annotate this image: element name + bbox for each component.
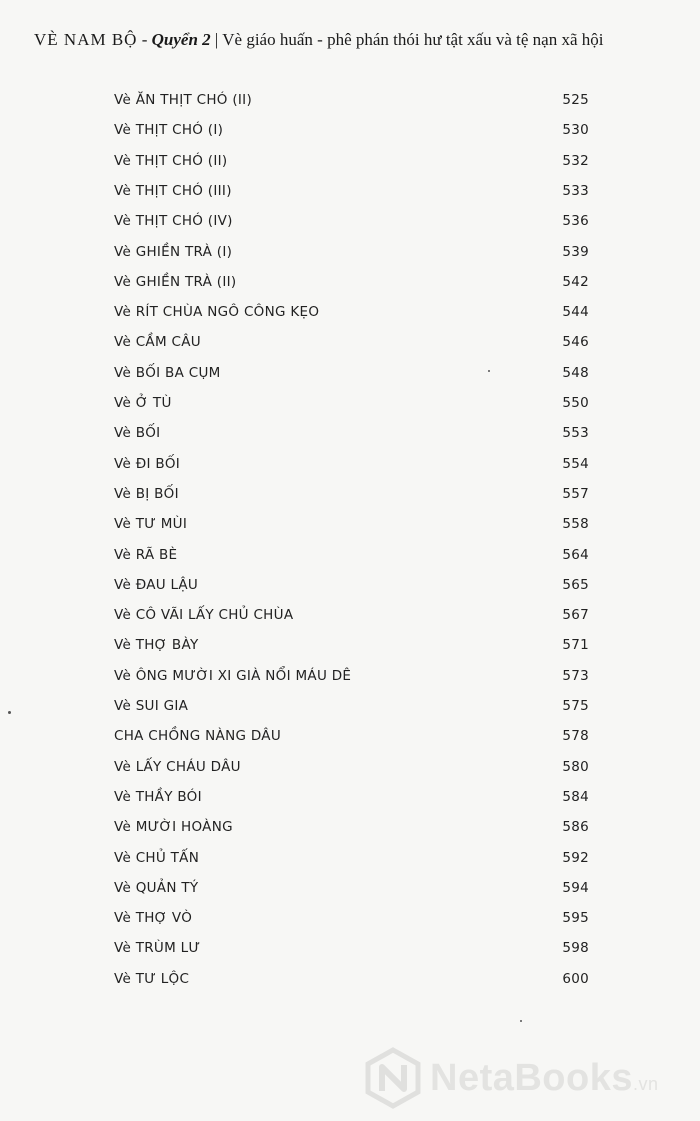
- toc-entry: [114, 756, 589, 778]
- toc-entry-text: MƯỜI HOÀNG: [135, 819, 233, 836]
- toc-entry-page: 571: [562, 637, 589, 654]
- toc-entry-text: ĐI BỐI: [135, 455, 181, 472]
- toc-entry-text: GHIỀN TRÀ (I): [135, 243, 233, 260]
- toc-entry: [114, 816, 589, 838]
- toc-entry: [114, 786, 589, 808]
- toc-entry-text: THỊT CHÓ (IV): [135, 213, 233, 230]
- toc-entry-page: 546: [562, 334, 589, 351]
- toc-entry-title: [114, 486, 179, 502]
- toc-entry-prefix: Vè: [114, 970, 132, 987]
- toc-entry: [114, 513, 589, 535]
- toc-entry-prefix: Vè: [114, 304, 132, 321]
- toc-entry: [114, 453, 589, 475]
- toc-entry-prefix: Vè: [114, 92, 132, 108]
- toc-entry: [114, 392, 589, 414]
- toc-entry-title: [114, 759, 241, 775]
- toc-entry: [114, 241, 589, 263]
- toc-entry-prefix: Vè: [114, 788, 132, 805]
- toc-entry-page: 600: [562, 970, 589, 987]
- toc-entry-prefix: Vè: [114, 273, 132, 290]
- toc-entry-text: GHIỀN TRÀ (II): [135, 273, 237, 290]
- toc-entry-page: 548: [562, 364, 589, 381]
- toc-entry-text: CÔ VÃI LẤY CHỦ CHÙA: [135, 607, 294, 624]
- toc-entry-title: [114, 819, 233, 835]
- toc-entry-text: TRÙM LƯ: [135, 940, 201, 957]
- toc-entry-title: [114, 153, 228, 169]
- toc-entry-text: THỊT CHÓ (I): [135, 122, 224, 139]
- toc-entry: [114, 937, 589, 959]
- toc-entry-text: CHA CHỒNG NÀNG DÂU: [114, 728, 282, 745]
- toc-entry-title: [114, 395, 172, 411]
- toc-entry: [114, 574, 589, 596]
- toc-entry-page: 564: [562, 546, 589, 563]
- toc-entry: [114, 847, 589, 869]
- toc-entry: [114, 271, 589, 293]
- toc-entry: [114, 665, 589, 687]
- toc-entry-page: 584: [562, 788, 589, 805]
- toc-entry: [114, 604, 589, 626]
- toc-entry-text: QUẢN TÝ: [135, 879, 199, 896]
- toc-entry-prefix: Vè: [114, 910, 132, 927]
- toc-entry-title: [114, 122, 223, 138]
- toc-entry-text: Ở TÙ: [135, 395, 172, 411]
- toc-entry-text: ĂN THỊT CHÓ (II): [135, 92, 253, 108]
- toc-entry-title: [114, 516, 187, 532]
- toc-entry-text: ÔNG MƯỜI XI GIÀ NỔI MÁU DÊ: [135, 667, 352, 684]
- toc-entry-prefix: Vè: [114, 364, 132, 381]
- toc-entry: [114, 725, 589, 747]
- toc-entry-page: 536: [562, 213, 589, 230]
- toc-entry-text: THẦY BÓI: [135, 788, 202, 805]
- toc-entry-title: [114, 698, 188, 714]
- toc-entry-page: 530: [562, 122, 589, 139]
- toc-entry: [114, 210, 589, 232]
- paper-speck: [488, 370, 490, 372]
- toc-entry: [114, 362, 589, 384]
- toc-entry-page: 557: [562, 485, 589, 502]
- toc-entry-page: 594: [562, 879, 589, 896]
- toc-entry-page: 558: [562, 516, 589, 533]
- toc-entry: [114, 422, 589, 444]
- toc-entry-title: [114, 244, 232, 260]
- toc-entry-prefix: Vè: [114, 849, 132, 866]
- toc-entry-page: 565: [562, 576, 589, 593]
- toc-entry-page: 592: [562, 849, 589, 866]
- toc-entry: [114, 301, 589, 323]
- toc-entry-title: [114, 547, 177, 563]
- toc-entry-text: LẤY CHÁU DÂU: [135, 758, 241, 775]
- toc-entry: [114, 331, 589, 353]
- toc-entry-prefix: Vè: [114, 213, 132, 230]
- toc-entry-prefix: Vè: [114, 455, 132, 472]
- toc-entry-prefix: Vè: [114, 425, 132, 442]
- toc-entry-prefix: Vè: [114, 940, 132, 957]
- toc-entry-prefix: Vè: [114, 698, 132, 714]
- toc-entry-page: 554: [562, 455, 589, 472]
- toc-entry-page: 525: [562, 92, 589, 108]
- toc-entry-text: TƯ MÙI: [135, 516, 188, 533]
- toc-entry-text: BỐI BA CỤM: [135, 364, 221, 381]
- toc-entry-prefix: Vè: [114, 516, 132, 533]
- toc-entry-prefix: Vè: [114, 576, 132, 593]
- watermark-text: NetaBooks.vn: [430, 1056, 659, 1099]
- toc-entry: [114, 483, 589, 505]
- toc-entry-prefix: Vè: [114, 607, 132, 624]
- toc-entry-page: 573: [562, 667, 589, 684]
- toc-entry: [114, 968, 589, 990]
- toc-entry-prefix: Vè: [114, 122, 132, 139]
- toc-entry-title: [114, 456, 180, 472]
- toc-entry-page: 575: [562, 698, 589, 714]
- toc-entry-title: [114, 940, 200, 956]
- toc-entry-title: [114, 425, 160, 441]
- toc-entry-text: RÍT CHÙA NGÔ CÔNG KẸO: [135, 304, 320, 321]
- toc-entry: [114, 695, 589, 717]
- toc-entry: [114, 907, 589, 929]
- toc-entry-text: RÃ BÈ: [135, 546, 178, 563]
- toc-entry: [114, 877, 589, 899]
- toc-entry-page: 580: [562, 758, 589, 775]
- toc-entry-prefix: Vè: [114, 879, 132, 896]
- toc-entry-page: 598: [562, 940, 589, 957]
- toc-entry-text: ĐAU LẬU: [135, 576, 199, 593]
- toc-entry-page: 533: [562, 182, 589, 199]
- toc-entry: [114, 150, 589, 172]
- paper-speck: [8, 711, 11, 714]
- toc-entry-page: 532: [562, 152, 589, 169]
- toc-entry-prefix: Vè: [114, 637, 132, 654]
- toc-entry-text: THỢ BÀY: [135, 637, 199, 654]
- toc-entry-text: BỐI: [135, 425, 161, 442]
- toc-entry-title: [114, 577, 198, 593]
- toc-entry-prefix: Vè: [114, 546, 132, 563]
- volume-label: Quyển 2: [151, 30, 211, 49]
- toc-entry-text: CHỦ TẤN: [135, 849, 200, 866]
- toc-entry: [114, 89, 589, 111]
- toc-entry-page: 542: [562, 273, 589, 290]
- toc-entry-title: [114, 910, 192, 926]
- toc-entry-page: 595: [562, 910, 589, 927]
- toc-entry-title: [114, 637, 199, 653]
- toc-entry-title: [114, 728, 281, 744]
- toc-entry-title: [114, 607, 293, 623]
- paper-speck: [520, 1020, 522, 1022]
- netabooks-hexagon-icon: [362, 1047, 424, 1109]
- toc-entry-text: SUI GIA: [135, 698, 189, 714]
- toc-entry-prefix: Vè: [114, 485, 132, 502]
- toc-entry-prefix: Vè: [114, 819, 132, 836]
- toc-entry-title: [114, 334, 201, 350]
- toc-entry-prefix: Vè: [114, 334, 132, 351]
- toc-entry-title: [114, 789, 202, 805]
- toc-entry-prefix: Vè: [114, 395, 132, 411]
- toc-entry-page: 578: [562, 728, 589, 745]
- toc-entry-title: [114, 274, 237, 290]
- toc-entry-title: [114, 304, 319, 320]
- toc-entry-page: 539: [562, 243, 589, 260]
- toc-entry-title: [114, 92, 252, 108]
- toc-entry-text: BỊ BỐI: [135, 485, 179, 502]
- toc-entry-page: 586: [562, 819, 589, 836]
- toc-entry-text: THỊT CHÓ (II): [135, 152, 228, 169]
- toc-entry-page: 553: [562, 425, 589, 442]
- toc-entry-text: THỊT CHÓ (III): [135, 182, 232, 199]
- section-title: Vè giáo huấn - phê phán thói hư tật xấu và tệ nạn xã hội: [222, 30, 604, 49]
- running-header: VÈ NAM BỘ - Quyển 2 | Vè giáo huấn - phê phán thói hư tật xấu và tệ nạn xã hội: [34, 30, 604, 49]
- toc-entry-title: [114, 365, 221, 381]
- toc-entry: [114, 634, 589, 656]
- toc-entry-prefix: Vè: [114, 243, 132, 260]
- toc-entry-title: [114, 668, 351, 684]
- toc-entry-title: [114, 213, 233, 229]
- toc-entry: [114, 119, 589, 141]
- toc-entry-prefix: Vè: [114, 758, 132, 775]
- toc-entry-prefix: Vè: [114, 667, 132, 684]
- toc-entry-text: TƯ LỘC: [135, 970, 190, 987]
- toc-entry: [114, 180, 589, 202]
- toc-entry-title: [114, 971, 189, 987]
- toc-entry-page: 544: [562, 304, 589, 321]
- toc-entry-title: [114, 183, 232, 199]
- toc-entry-text: CẦM CÂU: [135, 334, 201, 351]
- watermark-logo: [362, 1046, 659, 1110]
- toc-entry-prefix: Vè: [114, 182, 132, 199]
- toc-entry-title: [114, 880, 198, 896]
- toc-entry-prefix: Vè: [114, 152, 132, 169]
- toc-entry-page: 567: [562, 607, 589, 624]
- toc-entry-page: 550: [562, 395, 589, 411]
- toc-entry-title: [114, 850, 199, 866]
- toc-entry-text: THỢ VÒ: [135, 910, 193, 927]
- book-title: VÈ NAM BỘ: [34, 30, 138, 49]
- toc-entry: [114, 544, 589, 566]
